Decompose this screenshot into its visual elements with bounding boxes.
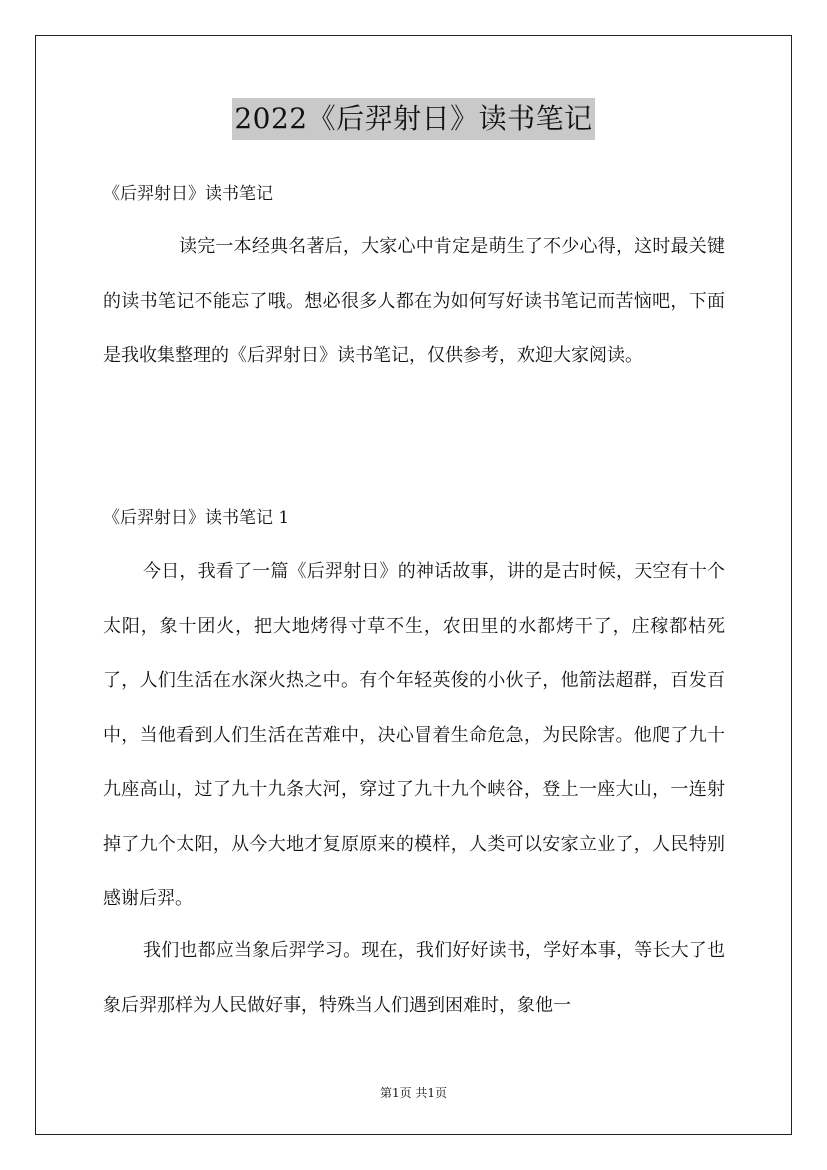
section1-paragraph-2: 我们也都应当象后羿学习。现在，我们好好读书，学好本事，等长大了也象后羿那样为人民做好事，特殊当人们遇到困难时，象他一 xyxy=(103,940,725,1016)
document-title: 2022《后羿射日》读书笔记 xyxy=(232,98,594,140)
page-footer: 第1页 共1页 xyxy=(379,1086,448,1100)
title-wrap xyxy=(0,98,827,140)
section1-paragraph-1: 今日，我看了一篇《后羿射日》的神话故事，讲的是古时候，天空有十个太阳，象十团火，把大地烤得寸草不生，农田里的水都烤干了，庄稼都枯死了，人们生活在水深火热之中。有个年轻英俊的小伙子，他箭法超群，百发百中，当他看到人们生活在苦难中，决心冒着生命危急，为民除害。他爬了九十九座高山，过了九十九条大河，穿过了九十九个峡谷，登上一座大山，一连射掉了九个太阳，从今大地才复原原来的模样，人类可以安家立业了，人民特别感谢后羿。 xyxy=(103,561,725,909)
intro-heading: 《后羿射日》读书笔记 xyxy=(103,184,273,204)
section1-heading: 《后羿射日》读书笔记 1 xyxy=(103,508,290,528)
intro-paragraph: 读完一本经典名著后，大家心中肯定是萌生了不少心得，这时最关键的读书笔记不能忘了哦。想必很多人都在为如何写好读书笔记而苦恼吧，下面是我收集整理的《后羿射日》读书笔记，仅供参考，欢迎大家阅读。 xyxy=(103,236,725,366)
